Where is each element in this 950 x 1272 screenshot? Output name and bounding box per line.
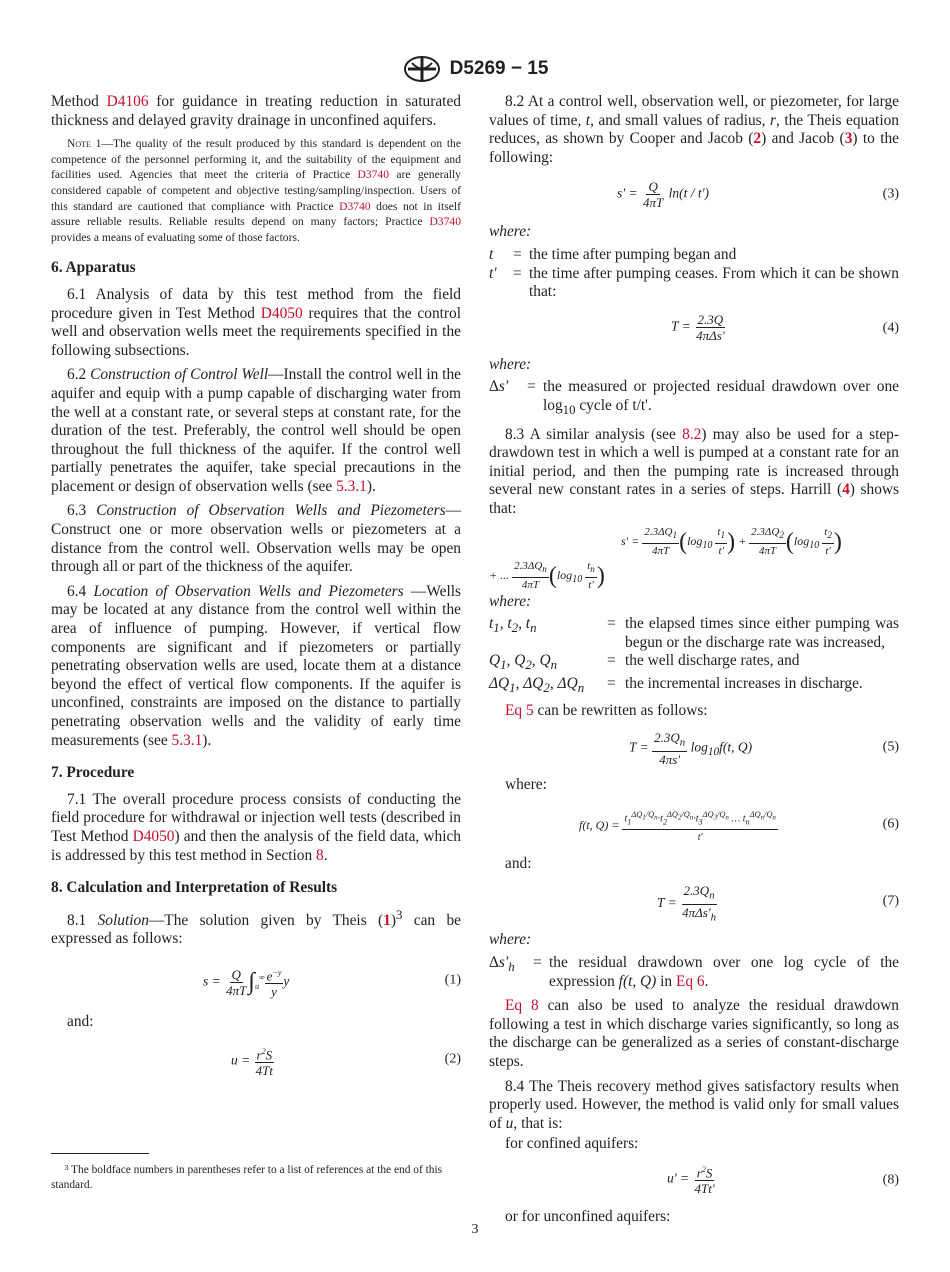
paragraph-8-2: 8.2 At a control well, observation well, or piezometer, for large values of time, t, and small values of radius, r, the Theis equation reduces, as shown by Cooper and Jacob (2) and Jacob (3) to the following: (489, 93, 899, 166)
astm-logo-icon (402, 56, 442, 82)
unconfined-label: or for unconfined aquifers: (505, 1208, 671, 1226)
equation-1: s = $\frac{Q}{4\pi T}$ $\int_u^\infty$ $\frac{e^{-y}}{y}$ y (1) (203, 966, 461, 1000)
equation-3: s' = $\frac{Q}{4\pi T}$ ln(t / t') (3) (617, 179, 899, 211)
ref-d4050-link[interactable]: D4050 (260, 304, 303, 322)
section-8-heading: 8. Calculation and Interpretation of Results (51, 879, 338, 897)
paragraph-6-2: 6.2 Construction of Control Well—Install the control well in the aquifer and equip with a pump capable of discharging water from the well at a constant rate, or several steps at constant rate, for the duration of the test. Preferably, the control well should be open throughout the full thickness of the aquifer. If the control well partially penetrates the aquifer, take special precautions in the placement or design of observation wells (see 5.3.1). (51, 366, 461, 495)
ref-2-link[interactable]: 2 (753, 130, 762, 148)
paragraph-6-1: 6.1 Analysis of data by this test method from the field procedure given in Test Method D4050 requires that the control well and observation wells meet the requirements specified in the following subsections. (51, 285, 462, 359)
equation-1-number: (1) (444, 972, 461, 988)
paragraph-eq5-intro: Eq 5 can be rewritten as follows: (505, 701, 708, 719)
left-column (51, 93, 461, 1088)
definition-delta-s-prime: Δs' = the measured or projected residual drawdown over one $\log_{10}$ cycle of t/t'. (489, 378, 899, 418)
equation-2: u = $\frac{r^2S}{4Tt}$ (2) (51, 1038, 461, 1082)
ref-eq-6-link[interactable]: Eq 6 (675, 972, 705, 990)
where-label: where: (489, 223, 532, 241)
paragraph-6-3: 6.3 Construction of Observation Wells and Piezometers—Construct one or more observation wells or piezometers at a distance from the control well. Observation wells may be open through all or part of the thickness of the aquifer. (51, 502, 461, 576)
right-column (489, 93, 899, 1233)
paragraph-8-4: 8.4 The Theis recovery method gives satisfactory results when properly used. However, the method is valid only for small values of u, that is: (489, 1077, 899, 1132)
standard-designation: D5269 − 15 (449, 58, 549, 79)
paragraph-8-1: 8.1 Solution—The solution given by Theis $(1)^3$ can be expressed as follows: (51, 907, 461, 948)
definition-t: t = the time after pumping began and (489, 245, 737, 263)
definition-delta-s-h: $\Delta s'_h$ = the residual drawdown over one log cycle of the expression f(t, Q) in Eq 6. (489, 954, 899, 990)
ref-4-link[interactable]: 4 (842, 481, 850, 499)
ref-d4050-link[interactable]: D4050 (132, 827, 175, 845)
definition-rates: $Q_1$, $Q_2$, $Q_n$ = the well discharge rates, and (489, 652, 800, 673)
equation-2-number: (2) (444, 1051, 461, 1067)
page-header (0, 56, 950, 82)
where-label: where: (489, 355, 532, 373)
ref-d4106-link[interactable]: D4106 (106, 93, 149, 110)
ref-d3740-link[interactable]: D3740 (339, 199, 371, 213)
ref-8-2-link[interactable]: 8.2 (682, 425, 702, 443)
ref-section-8-link[interactable]: 8 (316, 846, 324, 864)
equation-harrill: s' = $\frac{2.3\Delta Q_1}{4\pi T}$ ($\log_{10}$ $\frac{t_1}{t'}$ ) + $\frac{2.3\Delta Q_2}{4\pi T}$ ($\log_{10}$ $\frac{t_2}{t'}$ ) + ... $\frac{2.3\Delta Q_n}{4\pi T}$ ($\log_{10}$ $\frac{t_n}{t'}$ ) (489, 525, 842, 591)
section-6-heading: 6. Apparatus (51, 259, 136, 277)
note-1: Note 1—The quality of the result produced by this standard is dependent on the competence of the personnel performing it, and the suitability of the equipment and facilities used. Agencies that meet the criteria of Practice D3740 are generally considered capable of competent and objective testing/sampling/inspection. Users of this standard are cautioned that compliance with Practice D3740 does not in itself assure reliable results. Reliable results depend on many factors; Practice D3740 provides a means of evaluating some of those factors. (51, 137, 461, 244)
and-label: and: (505, 854, 532, 872)
equation-8: u' = $\frac{r^2S}{4Tt'}$ (8) (489, 1160, 899, 1202)
ref-d3740-link[interactable]: D3740 (357, 168, 390, 182)
ref-eq-8-link[interactable]: Eq 8 (505, 997, 539, 1015)
footnote-3: ³ The boldface numbers in parentheses refer to a list of references at the end of this standard. (51, 1164, 443, 1191)
section-7-heading: 7. Procedure (51, 764, 135, 782)
equation-7-number: (7) (882, 894, 899, 910)
intro-paragraph: Method D4106 for guidance in treating reduction in saturated thickness and delayed gravity drainage in unconfined aquifers. (51, 93, 461, 129)
where-label: where: (489, 592, 532, 610)
equation-5-number: (5) (882, 740, 899, 755)
ref-5-3-1-link[interactable]: 5.3.1 (336, 477, 367, 495)
ref-1-link[interactable]: 1 (383, 911, 391, 929)
definition-t-prime: t' = the time after pumping ceases. From which it can be shown that: (489, 264, 899, 301)
paragraph-8-3: 8.3 A similar analysis (see 8.2) may also be used for a step-drawdown test in which a well is pumped at a constant rate for an initial period, and then the pumping rate is increased through several new constant rates in a series of steps. Harrill (4) shows that: (489, 425, 900, 517)
and-label: and: (67, 1013, 94, 1031)
equation-3-number: (3) (882, 187, 899, 203)
ref-5-3-1-link[interactable]: 5.3.1 (171, 731, 203, 749)
equation-5: T = $\frac{2.3Q_n}{4\pi s'}$ $\log_{10}f(t$, Q) (5) (629, 730, 899, 767)
confined-label: for confined aquifers: (505, 1135, 639, 1153)
ref-3-link[interactable]: 3 (844, 130, 853, 148)
ref-eq-5-link[interactable]: Eq 5 (505, 701, 534, 719)
page-number: 3 (471, 1222, 479, 1237)
equation-4: T = $\frac{2.3Q}{\text{4πΔs'}}$ (4) (671, 311, 899, 343)
where-label-plain: where: (505, 776, 547, 794)
equation-6-number: (6) (882, 816, 899, 832)
equation-7: T = $\frac{2.3Q_n}{4\pi\Delta s'_h}$ (7) (657, 883, 899, 924)
definition-times: $t_1$, $t_2$, $t_n$ = the elapsed times since either pumping was begun or the discharge rate was increased, (489, 615, 899, 651)
where-label: where: (489, 931, 532, 949)
ref-d3740-link[interactable]: D3740 (429, 215, 461, 229)
paragraph-eq8-usage: Eq 8 can also be used to analyze the residual drawdown following a test in which discharge varies significantly, so long as the discharge can be generalized as a series of constant-discharge steps. (489, 997, 900, 1071)
equation-6: f(t, Q) = $\frac{t_1^{\Delta Q_1/Q_n}\cdot t_2^{\Delta Q_2/Q_n}\cdot t_3^{\Delta Q_3/Q_n} \dots t_n^{\Delta Q_n/Q_n}}{t'}$ (6) (489, 801, 899, 849)
equation-8-number: (8) (882, 1172, 899, 1188)
footnote-rule (51, 1153, 149, 1154)
equation-4-number: (4) (882, 320, 899, 336)
definition-increments: $\Delta Q_1$, $\Delta Q_2$, $\Delta Q_n$ = the incremental increases in discharge. (489, 675, 863, 696)
paragraph-6-4: 6.4 Location of Observation Wells and Piezometers —Wells may be located at any distance from the control well within the area of influence of pumping. However, if vertical flow components are significant and if piezometers or partially penetrating observation wells are used, locate them at a distance beyond the effect of vertical flow components. If the aquifer is unconfined, constraints are imposed on the distance to partially penetrating observation wells and the validity of early time measurements (see 5.3.1). (51, 582, 461, 749)
paragraph-7-1: 7.1 The overall procedure process consists of conducting the field procedure for withdrawal or injection well tests (described in Test Method D4050) and then the analysis of the field data, which is addressed by this test method in Section 8. (51, 790, 462, 864)
